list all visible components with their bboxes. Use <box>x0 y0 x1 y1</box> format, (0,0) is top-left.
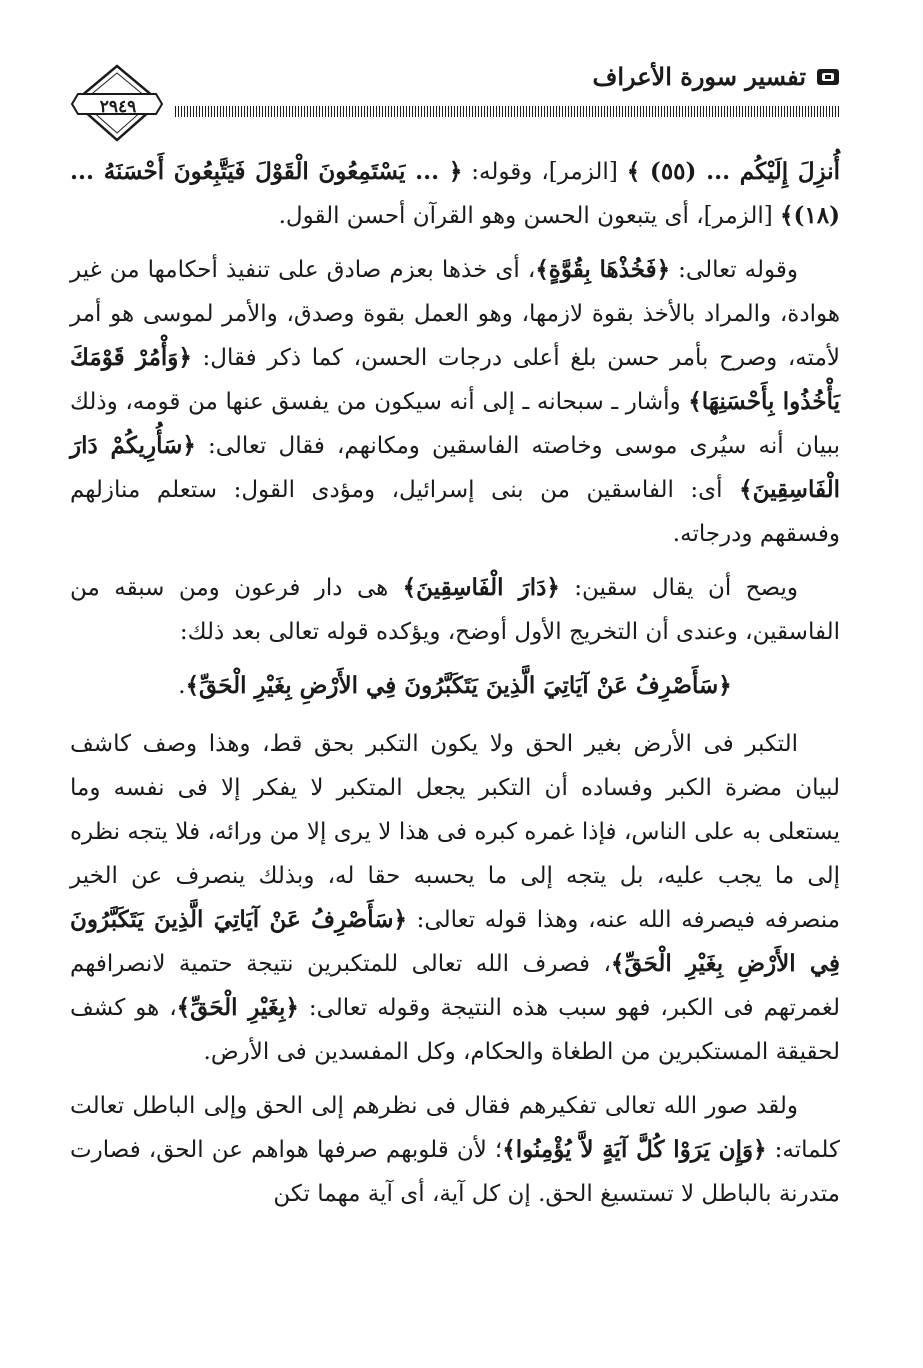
text-run: ؛ لأن قلوبهم صرفها هواهم عن الحق، فصارت متدرنة بالباطل لا تستسيغ الحق. إن كل آية، أى آية مهما تكن <box>70 1137 840 1207</box>
page-number-badge <box>70 64 165 144</box>
text-run: ويصح أن يقال سقين: <box>559 575 798 601</box>
paragraph <box>70 566 840 654</box>
ornament-icon <box>816 67 840 87</box>
quran-quote: أُنزِلَ إِلَيْكُم ... (٥٥) ﴾ <box>626 158 841 185</box>
page-header <box>70 48 840 138</box>
text-run: ولقد صور الله تعالى تفكيرهم فقال فى نظرهم إلى الحق وإلى الباطل تعالت كلماته: <box>70 1093 840 1163</box>
quran-quote: ﴿وَأْمُرْ قَوْمَكَ يَأْخُذُوا بِأَحْسَنِهَا﴾ <box>70 344 840 415</box>
paragraph <box>70 150 840 238</box>
text-run: ، أى خذها بعزم صادق على تنفيذ أحكامها من غير هوادة، والمراد بالأخذ بقوة لازمها، وهو العمل بقوة وصدق، والأمر لموسى هو أمر لأمته، وصرح بأمر حسن بلغ أعلى درجات الحسن، كما ذكر فقال: <box>70 257 841 371</box>
page-number: ٢٩٤٩ <box>99 97 137 117</box>
paragraph <box>70 1084 840 1216</box>
header-divider <box>175 106 840 117</box>
text-run: [الزمر]، وقوله: <box>462 159 627 185</box>
quran-quote: ﴿وَإِن يَرَوْا كُلَّ آيَةٍ لاَّ يُؤْمِنُوا﴾ <box>502 1136 767 1163</box>
text-run: التكبر فى الأرض بغير الحق ولا يكون التكبر بحق قط، وهذا وصف كاشف لبيان مضرة الكبر وفساده أن التكبر يجعل المتكبر لا يفكر إلا فى نفسه وما يستعلى به على الناس، فإذا غمره كبره فى هذا لا يرى إلا من ورائه، فلا يتجه نظره إلى ما يجب عليه، بل يتجه إلى ما يحسبه حقا له، وبذلك ينصرف عن الخير منصرفه فيصرفه الله عنه، وهذا قوله تعالى: <box>70 731 840 933</box>
text-run: وقوله تعالى: <box>670 257 799 283</box>
quran-quote: ﴿سَأَصْرِفُ عَنْ آيَاتِيَ الَّذِينَ يَتَكَبَّرُونَ فِي الأَرْضِ بِغَيْرِ الْحَقِّ﴾ <box>185 672 732 699</box>
text-run: [الزمر]، أى يتبعون الحسن وهو القرآن أحسن القول. <box>278 203 781 229</box>
text-run: أى: الفاسقين من بنى إسرائيل، ومؤدى القول: ستعلم منازلهم وفسقهم ودرجاته. <box>70 477 840 547</box>
quran-quote: ﴿بِغَيْرِ الْحَقِّ﴾ <box>176 994 299 1021</box>
paragraph <box>70 722 840 1074</box>
quran-quote: ﴿سَأُرِيكُمْ دَارَ الْفَاسِقِينَ﴾ <box>70 432 840 503</box>
quran-quote: ﴿ ... يَسْتَمِعُونَ الْقَوْلَ فَيَتَّبِعُونَ أَحْسَنَهُ ...(١٨)﴾ <box>70 158 840 229</box>
paragraph <box>70 248 840 556</box>
quran-quote: ﴿فَخُذْهَا بِقُوَّةٍ﴾ <box>535 256 671 283</box>
header-title-group <box>592 62 840 91</box>
text-run: ، هو كشف لحقيقة المستكبرين من الطغاة والحكام، وكل المفسدين فى الأرض. <box>70 995 840 1065</box>
quran-quote: ﴿سَأَصْرِفُ عَنْ آيَاتِيَ الَّذِينَ يَتَكَبَّرُونَ فِي الأَرْضِ بِغَيْرِ الْحَقِّ﴾ <box>70 906 840 977</box>
text-run: هى دار فرعون ومن سبقه من الفاسقين، وعندى أن التخريج الأول أوضح، ويؤكده قوله تعالى بعد ذلك: <box>70 575 840 645</box>
page-body <box>70 150 840 1226</box>
text-run: . <box>178 673 186 699</box>
quran-verse-line <box>70 664 840 708</box>
header-title: تفسير سورة الأعراف <box>592 62 806 91</box>
quran-quote: ﴿دَارَ الْفَاسِقِينَ﴾ <box>402 574 560 601</box>
text-run: وأشار ـ سبحانه ـ إلى أنه سيكون من يفسق عنها من قومه، وذلك ببيان أنه سيُرى موسى وخاصته الفاسقين ومكانهم، فقال تعالى: <box>70 389 840 459</box>
text-run: ، فصرف الله تعالى للمتكبرين نتيجة حتمية لانصرافهم لغمرتهم فى الكبر، فهو سبب هذه النتيجة وقوله تعالى: <box>70 951 840 1021</box>
